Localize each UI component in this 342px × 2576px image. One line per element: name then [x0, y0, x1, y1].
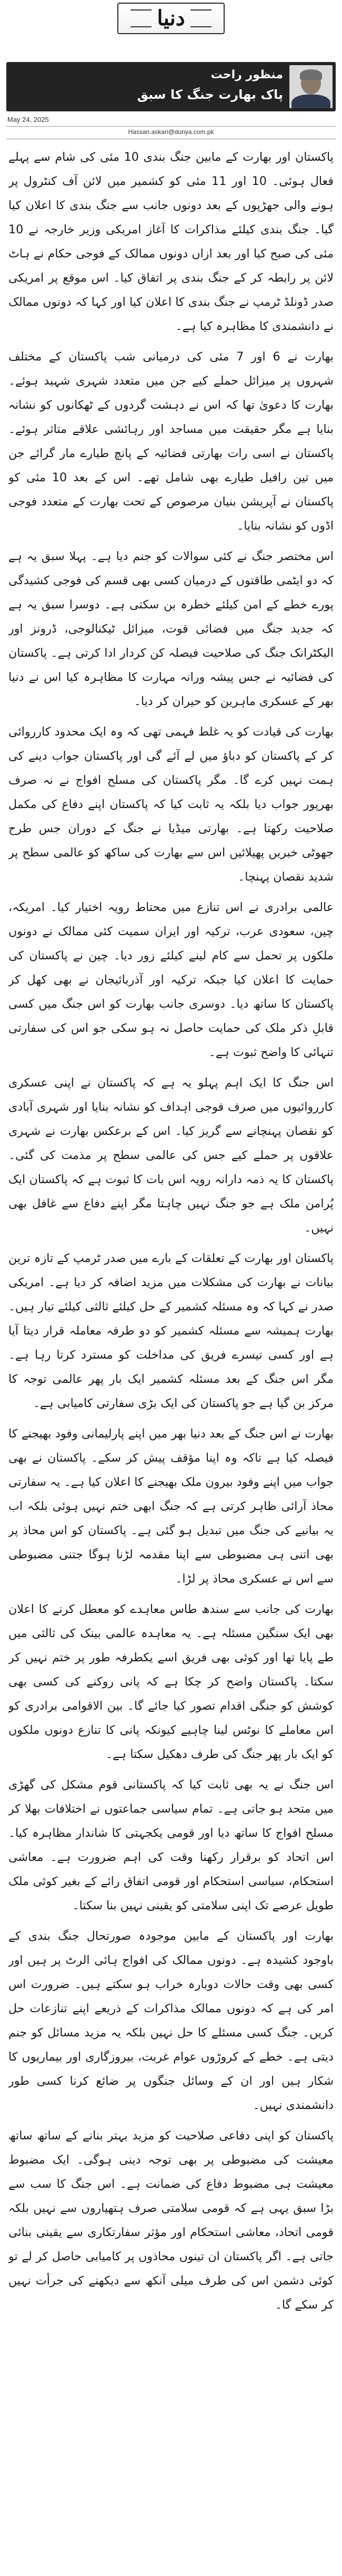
author-photo-hair	[300, 69, 322, 80]
article-body	[8, 145, 334, 2567]
article-paragraph: پاکستان اور بھارت کے مابین جنگ بندی 10 مئی کی شام سے پہلے فعال ہوئی۔ 10 اور 11 مئی کو کشمیر میں لائن آف کنٹرول پر ہونے والی جھڑپوں کے بعد دونوں جانب سے جنگ بندی کا اعلان کیا گیا۔ جنگ بندی کیلئے مذاکرات کا آغاز امریکی وزیر خارجہ نے 10 مئی کی صبح کیا اور بعد ازاں دونوں ممالک کے فوجی حکام نے ہاٹ لائن پر رابطہ کر کے جنگ بندی پر اتفاق کیا۔ اس موقع پر امریکی صدر ڈونلڈ ٹرمپ نے جنگ بندی کا اعلان کیا اور کہا کہ دونوں ممالک نے دانشمندی کا مظاہرہ کیا ہے۔	[8, 150, 334, 333]
logo-text: دنیا	[157, 6, 185, 30]
logo-frame	[117, 3, 225, 34]
article-paragraph: اس مختصر جنگ نے کئی سوالات کو جنم دیا ہے۔ پہلا سبق یہ ہے کہ دو ایٹمی طاقتوں کے درمیان کسی بھی قسم کی فوجی کشیدگی پورے خطے کے امن کیلئے خطرہ بن سکتی ہے۔ دوسرا سبق یہ ہے کہ جدید جنگ میں فضائی قوت، میزائل ٹیکنالوجی، ڈرونز اور الیکٹرانک جنگ کی صلاحیت فیصلہ کن کردار ادا کرتی ہے۔ پاکستان کی فضائیہ نے جس پیشہ ورانہ مہارت کا مظاہرہ کیا اس نے دنیا بھر کے عسکری ماہرین کو حیران کر دیا۔	[8, 550, 334, 708]
article-paragraph: اس جنگ کا ایک اہم پہلو یہ ہے کہ پاکستان نے اپنی عسکری کارروائیوں میں صرف فوجی اہداف کو نشانہ بنایا اور شہری آبادی کو نقصان پہنچانے سے گریز کیا۔ اس کے برعکس بھارت نے شہری علاقوں پر حملے کیے جس کی عالمی سطح پر مذمت کی گئی۔ پاکستان کا یہ ذمہ دارانہ رویہ اس بات کا ثبوت ہے کہ پاکستان ایک پُرامن ملک ہے جو جنگ نہیں چاہتا مگر اپنے دفاع سے غافل بھی نہیں۔	[8, 1076, 334, 1235]
article-paragraph: پاکستان کو اپنی دفاعی صلاحیت کو مزید بہتر بنانے کے ساتھ ساتھ معیشت کی مضبوطی پر بھی توجہ دینی ہوگی۔ ایک مضبوط معیشت ہی مضبوط دفاع کی ضمانت ہے۔ اس جنگ کا سب سے بڑا سبق یہی ہے کہ قومی سلامتی صرف ہتھیاروں سے نہیں بلکہ قومی اتحاد، معاشی استحکام اور مؤثر سفارتکاری سے یقینی بنائی جاتی ہے۔ اگر پاکستان ان تینوں محاذوں پر کامیابی حاصل کر لے تو کوئی دشمن اس کی طرف میلی آنکھ سے دیکھنے کی جرأت نہیں کر سکے گا۔	[8, 2129, 334, 2312]
article-paragraph: بھارت کی جانب سے سندھ طاس معاہدے کو معطل کرنے کا اعلان بھی ایک سنگین مسئلہ ہے۔ یہ معاہدہ عالمی بینک کی ثالثی میں طے پایا تھا اور کوئی بھی فریق اسے یکطرفہ طور پر ختم نہیں کر سکتا۔ پاکستان واضح کر چکا ہے کہ پانی روکنے کی کسی بھی کوشش کو جنگی اقدام تصور کیا جائے گا۔ بین الاقوامی برادری کو اس معاملے کا نوٹس لینا چاہیے کیونکہ پانی کا تنازع دونوں ملکوں کو ایک بار پھر جنگ کی طرف دھکیل سکتا ہے۔	[8, 1602, 334, 1761]
author-photo-shoulders	[291, 95, 330, 108]
article-paragraph: بھارت نے 6 اور 7 مئی کی درمیانی شب پاکستان کے مختلف شہروں پر میزائل حملے کیے جن میں متعدد شہری شہید ہوئے۔ بھارت کا دعویٰ تھا کہ اس نے دہشت گردوں کے ٹھکانوں کو نشانہ بنایا ہے مگر حقیقت میں مساجد اور رہائشی علاقے متاثر ہوئے۔ پاکستان نے اسی رات بھارتی فضائیہ کے پانچ طیارے مار گرائے جن میں تین رافیل طیارے بھی شامل تھے۔ اس کے بعد 10 مئی کو پاکستان نے آپریشن بنیان مرصوص کے تحت بھارت کے متعدد فوجی اڈوں کو نشانہ بنایا۔	[8, 350, 334, 533]
article-paragraph: عالمی برادری نے اس تنازع میں محتاط رویہ اختیار کیا۔ امریکہ، چین، سعودی عرب، ترکیہ اور ایران سمیت کئی ممالک نے دونوں ملکوں پر تحمل سے کام لینے کیلئے زور دیا۔ چین نے پاکستان کی حمایت کا اعلان کیا جبکہ ترکیہ اور آذربائیجان نے بھی کھل کر پاکستان کا ساتھ دیا۔ دوسری جانب بھارت کو اس جنگ میں کسی قابلِ ذکر ملک کی حمایت حاصل نہ ہو سکی جو اس کی سفارتی تنہائی کا واضح ثبوت ہے۔	[8, 901, 334, 1059]
article-paragraph: پاکستان اور بھارت کے تعلقات کے بارے میں صدر ٹرمپ کے تازہ ترین بیانات نے بھارت کی مشکلات میں مزید اضافہ کر دیا ہے۔ امریکی صدر نے کہا کہ وہ مسئلہ کشمیر کے حل کیلئے ثالثی کیلئے تیار ہیں۔ بھارت ہمیشہ سے مسئلہ کشمیر کو دو طرفہ معاملہ قرار دیتا آیا ہے اور کسی تیسرے فریق کی مداخلت کو مسترد کرتا رہا ہے۔ مگر اس جنگ کے بعد مسئلہ کشمیر ایک بار پھر عالمی توجہ کا مرکز بن گیا ہے جو پاکستان کی ایک بڑی سفارتی کامیابی ہے۔	[8, 1251, 334, 1410]
column-header-banner	[6, 62, 336, 111]
column-title: پاک بھارت جنگ کا سبق	[137, 87, 283, 102]
article-paragraph: بھارت اور پاکستان کے مابین موجودہ صورتحال جنگ بندی کے باوجود کشیدہ ہے۔ دونوں ممالک کی افواج ہائی الرٹ پر ہیں اور کسی بھی وقت حالات دوبارہ خراب ہو سکتے ہیں۔ ضرورت اس امر کی ہے کہ دونوں ممالک مذاکرات کے ذریعے اپنے تنازعات حل کریں۔ جنگ کسی مسئلے کا حل نہیں بلکہ یہ مزید مسائل کو جنم دیتی ہے۔ خطے کے کروڑوں عوام غربت، بیروزگاری اور بیماریوں کا شکار ہیں اور ان کے وسائل جنگوں پر ضائع کرنا کسی طور دانشمندی نہیں۔	[8, 1929, 334, 2112]
author-photo	[289, 65, 333, 108]
article-paragraph: بھارت نے اس جنگ کے بعد دنیا بھر میں اپنے پارلیمانی وفود بھیجنے کا فیصلہ کیا ہے تاکہ وہ اپنا مؤقف پیش کر سکے۔ پاکستان نے بھی جواب میں اپنے وفود بیرون ملک بھیجنے کا اعلان کیا ہے۔ یہ سفارتی محاذ آرائی ظاہر کرتی ہے کہ جنگ ابھی ختم نہیں ہوئی بلکہ اب یہ بیانیے کی جنگ میں تبدیل ہو گئی ہے۔ پاکستان کو اس محاذ پر بھی اتنی ہی مضبوطی سے اپنا مقدمہ لڑنا ہوگا جتنی مضبوطی سے اس نے عسکری محاذ پر لڑا۔	[8, 1427, 334, 1586]
logo-ornament-left	[130, 9, 152, 27]
article-paragraph: بھارت کی قیادت کو یہ غلط فہمی تھی کہ وہ ایک محدود کارروائی کر کے پاکستان کو دباؤ میں لے آئے گی اور پاکستان جواب دینے کی ہمت نہیں کرے گا۔ مگر پاکستان کی مسلح افواج نے نہ صرف بھرپور جواب دیا بلکہ یہ ثابت کیا کہ پاکستان اپنے دفاع کی مکمل صلاحیت رکھتا ہے۔ بھارتی میڈیا نے جنگ کے دوران جس طرح جھوٹی خبریں پھیلائیں اس سے بھارت کی ساکھ کو عالمی سطح پر شدید نقصان پہنچا۔	[8, 725, 334, 884]
article-paragraph: اس جنگ نے یہ بھی ثابت کیا کہ پاکستانی قوم مشکل کی گھڑی میں متحد ہو جاتی ہے۔ تمام سیاسی جماعتوں نے اختلافات بھلا کر مسلح افواج کا ساتھ دیا اور قومی یکجہتی کا شاندار مظاہرہ کیا۔ اس اتحاد کو برقرار رکھنا وقت کی اہم ضرورت ہے۔ معاشی استحکام، سیاسی استحکام اور قومی اتفاق رائے کے بغیر کوئی ملک طویل عرصے تک اپنی سلامتی کو یقینی نہیں بنا سکتا۔	[8, 1778, 334, 1912]
logo-ornament-right	[190, 9, 212, 27]
publication-date: May 24, 2025	[7, 116, 49, 123]
author-name: منظور راحت	[210, 68, 283, 81]
divider-top	[6, 126, 336, 127]
author-email: Hassan.askari@dunya.com.pk	[128, 128, 214, 136]
dunya-masthead-logo	[115, 0, 227, 37]
